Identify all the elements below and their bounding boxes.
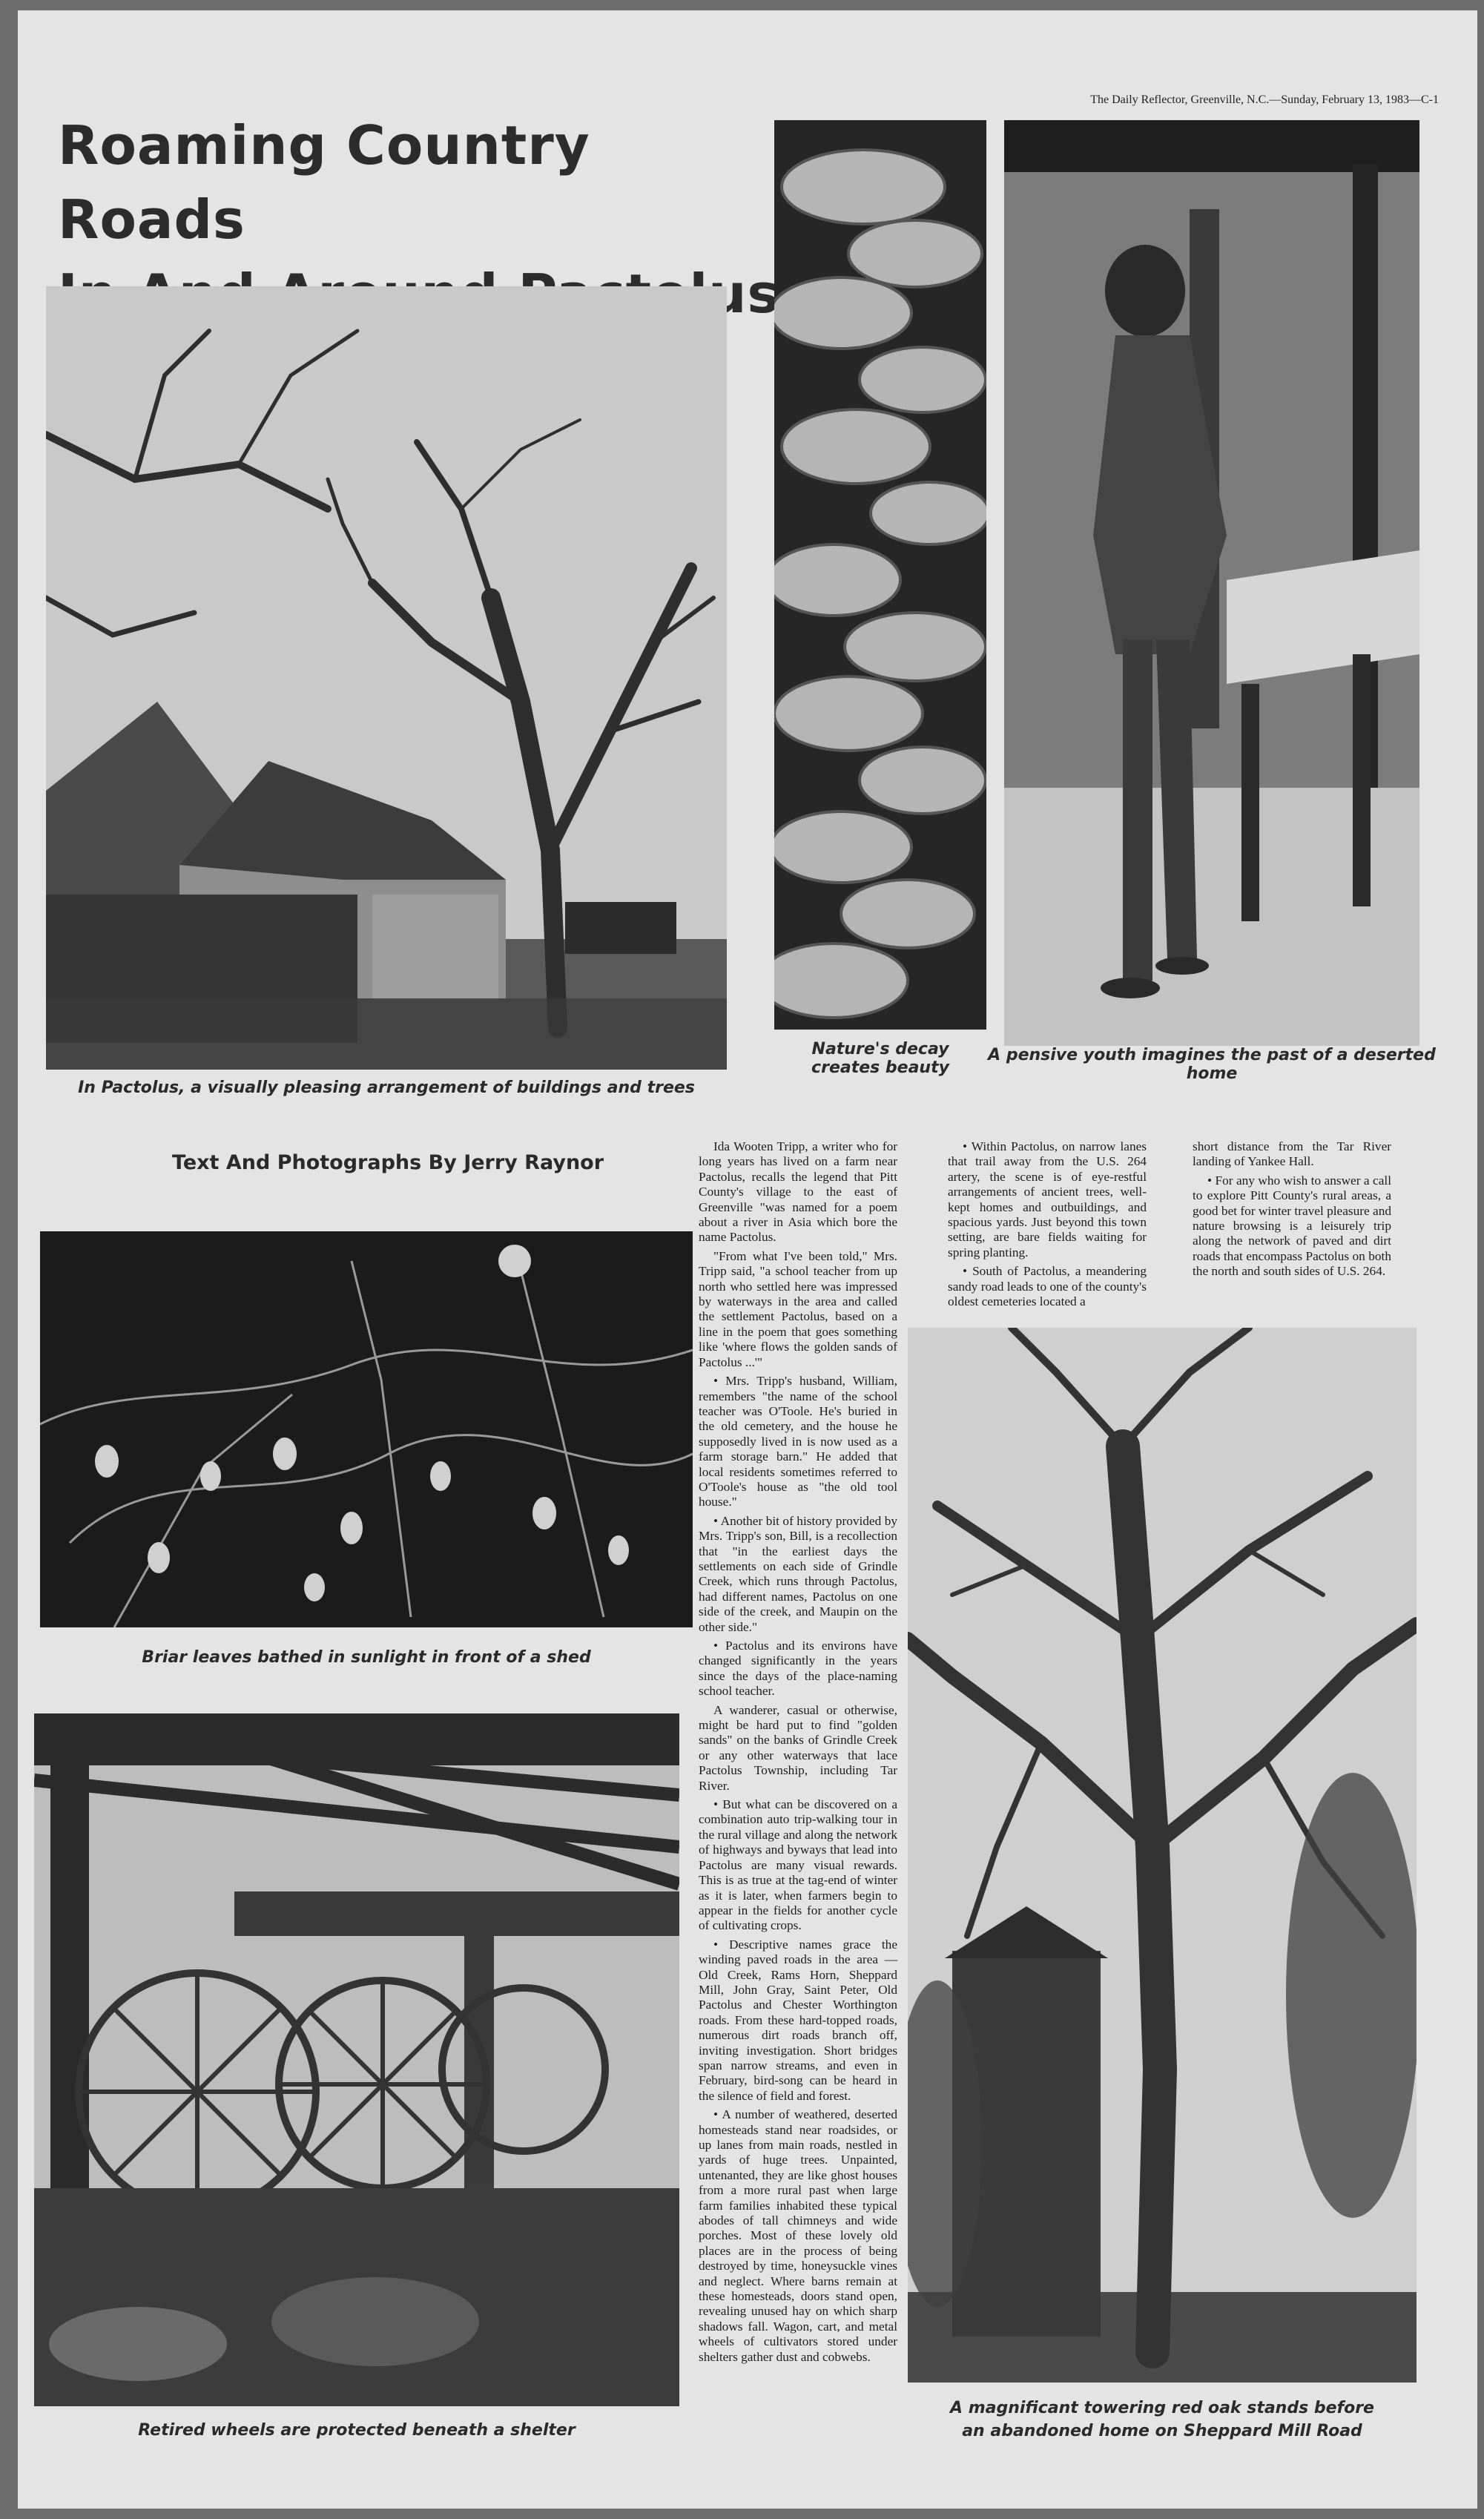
article-column-3 xyxy=(1193,1139,1391,1283)
red-oak-photo xyxy=(908,1328,1417,2383)
article-paragraph: • Mrs. Tripp's husband, William, remembers "the name of the school teacher was O'Toole. He's buried in the old cemetery, and the house he supposedly lived in is now used as a farm storage barn." He added that local residents sometimes referred to O'Toole's house as "the old tool house." xyxy=(699,1374,897,1509)
farm-photo-caption: In Pactolus, a visually pleasing arrangement of buildings and trees xyxy=(78,1079,695,1097)
farm-photo xyxy=(46,286,727,1070)
article-paragraph: • Pactolus and its environs have changed significantly in the years since the days of the place-naming school teacher. xyxy=(699,1639,897,1699)
article-paragraph: • Descriptive names grace the winding paved roads in the area — Old Creek, Rams Horn, Sheppard Mill, John Gray, Saint Peter, Old Pactolus and Chester Worthington roads. From these hard-topped roads, numerous dirt roads branch off, inviting investigation. Short bridges span narrow streams, and even in February, bird-song can be heard in the silence of field and forest. xyxy=(699,1937,897,2103)
wheels-photo xyxy=(34,1713,679,2406)
youth-photo xyxy=(1004,120,1419,1046)
article-paragraph: A wanderer, casual or otherwise, might be hard put to find "golden sands" on the banks of Grindle Creek or any other waterways that lace Pactolus Township, including Tar River. xyxy=(699,1702,897,1793)
wheels-photo-caption: Retired wheels are protected beneath a shelter xyxy=(138,2421,576,2440)
youth-photo-caption: A pensive youth imagines the past of a deserted home xyxy=(988,1046,1436,1083)
fungus-photo-caption xyxy=(767,1040,994,1077)
article-paragraph: Ida Wooten Tripp, a writer who for long years has lived on a farm near Pactolus, recalls the legend that Pitt County's village to the east of Greenville "was named for a poem about a river in Asia which bore the name Pactolus. xyxy=(699,1139,897,1245)
newspaper-page xyxy=(18,10,1477,2509)
article-column-1 xyxy=(699,1139,897,2368)
dateline: The Daily Reflector, Greenville, N.C.—Sunday, February 13, 1983—C-1 xyxy=(1090,93,1439,106)
oak-caption-line-2: an abandoned home on Sheppard Mill Road xyxy=(962,2422,1362,2440)
article-paragraph: • A number of weathered, deserted homesteads stand near roadsides, or up lanes from main roads, nestled in yards of huge trees. Unpainted, untenanted, they are like ghost houses from a more rural past when large farm families inhabited these typical abodes of tall chimneys and wide porches. Most of these lovely old places are in the process of being destroyed by time, honeysuckle vines and neglect. Where barns remain at these homesteads, doors stand open, revealing unused hay on which sharp shadows fall. Wagon, cart, and metal wheels of cultivators stored under shelters gather dust and cobwebs. xyxy=(699,2107,897,2364)
article-paragraph: • For any who wish to answer a call to explore Pitt County's rural areas, a good bet for winter travel pleasure and nature browsing is a leisurely trip along the network of paved and dirt roads that encompass Pactolus on both the north and south sides of U.S. 264. xyxy=(1193,1173,1391,1279)
article-paragraph: • Another bit of history provided by Mrs. Tripp's son, Bill, is a recollection that "in the earliest days the settlements on each side of Grindle Creek, which runs through Pactolus, had different names, Pactolus on one side of the creek, and Maupin on the other side." xyxy=(699,1513,897,1634)
article-paragraph: • But what can be discovered on a combination auto trip-walking tour in the rural village and along the network of highways and byways that lead into Pactolus are many visual rewards. This is as true at the tag-end of winter as it is later, when farmers begin to appear in the fields for another cycle of cultivating crops. xyxy=(699,1797,897,1933)
oak-caption-line-1: A magnificant towering red oak stands before xyxy=(950,2399,1374,2417)
red-oak-photo-caption xyxy=(893,2399,1431,2440)
fungus-caption-line-2: creates beauty xyxy=(811,1058,949,1077)
fungus-caption-line-1: Nature's decay xyxy=(811,1040,949,1058)
article-paragraph: • Within Pactolus, on narrow lanes that trail away from the U.S. 264 artery, the scene is of eye-restful arrangements of ancient trees, well-kept homes and outbuildings, and spacious yards. Just beyond this town setting, are bare fields waiting for spring planting. xyxy=(948,1139,1147,1260)
briar-photo xyxy=(40,1231,693,1627)
article-paragraph: short distance from the Tar River landing of Yankee Hall. xyxy=(1193,1139,1391,1169)
fungus-photo xyxy=(774,120,986,1030)
headline-line-1: Roaming Country Roads xyxy=(58,114,590,251)
briar-photo-caption: Briar leaves bathed in sunlight in front of a shed xyxy=(142,1648,591,1667)
article-column-2 xyxy=(948,1139,1147,1313)
article-paragraph: "From what I've been told," Mrs. Tripp said, "a school teacher from up north who settled here was impressed by waterways in the area and called the settlement Pactolus, based on a line in the poem that goes something like 'where flows the golden sands of Pactolus ...'" xyxy=(699,1248,897,1369)
byline: Text And Photographs By Jerry Raynor xyxy=(172,1151,604,1174)
article-paragraph: • South of Pactolus, a meandering sandy road leads to one of the county's oldest cemeteries located a xyxy=(948,1264,1147,1309)
